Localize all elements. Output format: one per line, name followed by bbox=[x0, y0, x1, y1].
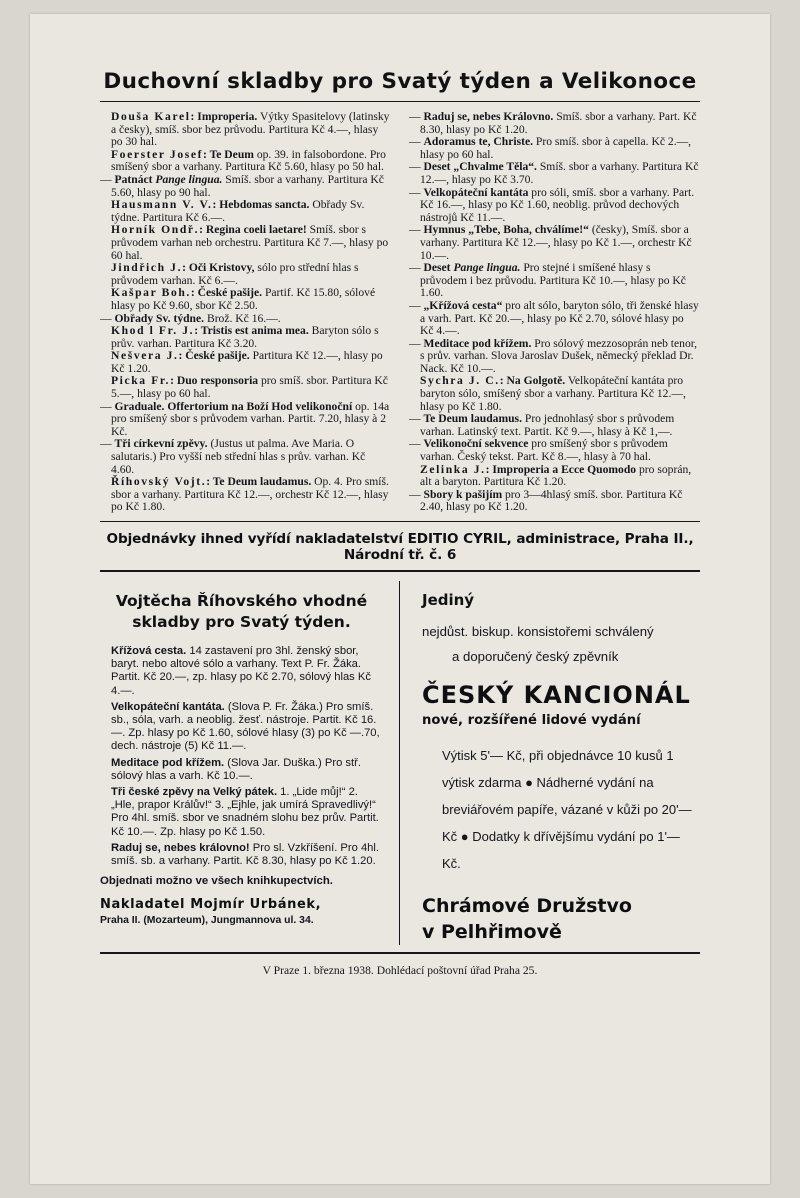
kancional-line1: Jediný bbox=[422, 591, 475, 609]
catalogue-entry: — Raduj se, nebes Královno. Smíš. sbor a varhany. Part. Kč 8.30, hlasy po Kč 1.20. bbox=[409, 110, 697, 136]
catalogue-entry: Khod l Fr. J.: Tristis est anima mea. Baryton sólo s prův. varhan. Partitura Kč 3.20. bbox=[111, 324, 379, 350]
urbanek-title bbox=[100, 591, 383, 633]
catalogue-entry: Sychra J. C.: Na Golgotě. Velkopáteční kantáta pro baryton sólo, smíšený sbor a varhany. Partitura Kč 12.—, hlasy po Kč 1.80. bbox=[420, 374, 686, 413]
catalogue-entry: Horník Ondř.: Regina coeli laetare! Smíš. sbor s průvodem varhan neb orchestru. Partitura Kč 7.—, hlasy po 60 hal. bbox=[111, 223, 389, 262]
catalogue-entry: Nešvera J.: České pašije. Partitura Kč 12.—, hlasy po Kč 1.20. bbox=[111, 349, 383, 375]
catalogue-entry: — Adoramus te, Christe. Pro smíš. sbor à capella. Kč 2.—, hlasy po 60 hal. bbox=[409, 135, 692, 161]
title-divider bbox=[100, 101, 700, 102]
catalogue-entry: — Graduale. Offertorium na Boží Hod velikonoční op. 14a pro smíšený sbor s průvodem varhan. Partit. 7.20, hlasy à 2 Kč. bbox=[100, 399, 390, 438]
catalogue-entry: — Sbory k pašijím pro 3—4hlasý smíš. sbor. Partitura Kč 2.40, hlasy po Kč 1.20. bbox=[409, 487, 683, 514]
urbanek-title-line1: Vojtěcha Říhovského vhodné bbox=[115, 592, 368, 610]
catalogue-entry: — Meditace pod křížem. Pro sólový mezzosoprán neb tenor, s prův. varhan. Slova Jaroslav Dušek, německý překlad Dr. Nack. Kč 10.—. bbox=[409, 336, 698, 375]
kancional-advert bbox=[400, 581, 700, 945]
catalogue-entry: — Velkopáteční kantáta pro sóli, smíš. sbor a varhany. Part. Kč 16.—, hlasy po Kč 1.60, neoblig. průvod dechových nástrojů Kč 11.—. bbox=[409, 185, 695, 224]
advert-panels bbox=[100, 581, 700, 945]
page-title: Duchovní skladby pro Svatý týden a Velikonoce bbox=[103, 69, 697, 94]
catalogue-entry: — Patnáct Pange lingua. Smíš. sbor a varhany. Partitura Kč 5.60, hlasy po 90 hal. bbox=[100, 172, 384, 199]
urbanek-item: Křížová cesta. 14 zastavení pro 3hl. ženský sbor, baryt. nebo altové sólo a varhany. Text P. Fr. Žáka. Partit. Kč 20.—, zp. hlasy po Kč 2.70, sólový hlas Kč 4.—. bbox=[111, 645, 371, 697]
catalogue-entry: — Tři církevní zpěvy. (Justus ut palma. Ave Maria. O salutaris.) Pro vyšší neb střední hlas s prův. varhan. Kč 4.60. bbox=[100, 437, 366, 476]
kancional-line2: nejdůst. biskup. konsistořemi schválený bbox=[422, 624, 654, 639]
kancional-footer-line1: Chrámové Družstvo bbox=[422, 895, 632, 917]
catalogue-left-column bbox=[100, 111, 391, 514]
colophon-divider bbox=[100, 952, 700, 954]
catalogue-entry: — Deset Pange lingua. Pro stejné i smíšené hlasy s průvodem i bez průvodu. Partitura Kč 10.—, hlasy po Kč 1.60. bbox=[409, 261, 686, 300]
urbanek-note: Objednati možno ve všech knihkupectvích. bbox=[100, 875, 333, 888]
kancional-title: ČESKÝ KANCIONÁL bbox=[422, 681, 691, 709]
catalogue-entry: Picka Fr.: Duo responsoria pro smíš. sbor. Partitura Kč 5.—, hlasy po 60 hal. bbox=[111, 374, 388, 401]
order-banner: Objednávky ihned vyřídí nakladatelství EDITIO CYRIL, administrace, Praha II., Národní tř. č. 6 bbox=[106, 531, 694, 563]
urbanek-item: Raduj se, nebes královno! Pro sl. Vzkříšení. Pro 4hl. smíš. sb. a varhany. Partit. Kč 8.30, hlasy po Kč 1.20. bbox=[111, 841, 379, 868]
catalogue-entry: Zelinka J.: Improperia a Ecce Quomodo pro soprán, alt a baryton. Partitura Kč 1.20. bbox=[420, 462, 692, 489]
urbanek-advert bbox=[100, 581, 400, 945]
catalogue-entry: Hausmann V. V.: Hebdomas sancta. Obřady Sv. týdne. Partitura Kč 6.—. bbox=[111, 198, 365, 224]
catalogue-entry: — Velikonoční sekvence pro smíšený sbor s průvodem varhan. Český tekst. Part. Kč 8.—, hlasy à 70 hal. bbox=[409, 437, 668, 464]
kancional-line3: a doporučený český zpěvník bbox=[452, 649, 619, 664]
catalogue-entry: Říhovský Vojt.: Te Deum laudamus. Op. 4. Pro smíš. sbor a varhany. Partitura Kč 12.—, orchestr Kč 12.—, hlasy po Kč 1.80. bbox=[111, 475, 389, 514]
urbanek-item: Tři české zpěvy na Velký pátek. 1. „Lide můj!“ 2. „Hle, prapor Králův!“ 3. „Ejhle, jak umírá Spravedlivý!“ Pro 4hl. smíš. sbor ve snadném slohu bez prův. Partit. Kč 10.—. Zp. hlasy po Kč 1.50. bbox=[111, 786, 379, 838]
scanned-page bbox=[30, 14, 770, 1184]
urbanek-publisher-address: Praha II. (Mozarteum), Jungmannova ul. 34. bbox=[100, 915, 314, 927]
catalogue-entry: — Hymnus „Tebe, Boha, chválíme!“ (česky), Smíš. sbor a varhany. Partitura Kč 12.—, hlasy po Kč 1.—, orchestr Kč 10.—. bbox=[409, 223, 692, 262]
colophon: V Praze 1. března 1938. Dohlédací poštovní úřad Praha 25. bbox=[262, 964, 538, 977]
catalogue-entry: Jindřich J.: Oči Kristovy, sólo pro střední hlas s průvodem varhan. Kč 6.—. bbox=[111, 261, 359, 287]
catalogue-entry: — „Křížová cesta“ pro alt sólo, baryton sólo, tři ženské hlasy a varh. Part. Kč 20.—, hlasy po Kč 2.70, sólové hlasy po Kč 4.—. bbox=[409, 298, 699, 338]
kancional-footer-line2: v Pelhřimově bbox=[422, 921, 562, 943]
order-divider-bottom bbox=[100, 570, 700, 572]
kancional-body: Výtisk 5'— Kč, při objednávce 10 kusů 1 výtisk zdarma ● Nádherné vydání na breviářovém papíře, vázané v kůži po 20'— Kč ● Dodatky k dřívějšímu vydání po 1'— Kč. bbox=[442, 748, 692, 871]
catalogue-entry: — Obřady Sv. týdne. Brož. Kč 16.—. bbox=[100, 311, 281, 325]
catalogue-right-column bbox=[409, 111, 700, 514]
order-divider-top bbox=[100, 521, 700, 522]
catalogue-entry: Foerster Josef: Te Deum op. 39. in falsobordone. Pro smíšený sbor a varhany. Partitura Kč 5.60, hlasy po 50 hal. bbox=[111, 147, 386, 174]
urbanek-title-line2: skladby pro Svatý týden. bbox=[132, 613, 351, 631]
urbanek-item: Velkopáteční kantáta. (Slova P. Fr. Žáka.) Pro smíš. sb., sóla, varh. a neoblig. žesť. nástroje. Partit. Kč 16.—. Zp. hlasy po Kč 1.60, sólové hlasy (3) po Kč —.70, dech. nástroje (5) Kč 11.—. bbox=[111, 700, 380, 753]
kancional-footer bbox=[422, 893, 700, 945]
catalogue-entry: Kašpar Boh.: České pašije. Partif. Kč 15.80, sólové hlasy po Kč 9.60, sbor Kč 2.50. bbox=[111, 286, 376, 312]
urbanek-item-list bbox=[100, 645, 383, 868]
urbanek-item: Meditace pod křížem. (Slova Jar. Duška.) Pro stř. sólový hlas a varh. Kč 10.—. bbox=[111, 756, 361, 782]
catalogue-columns bbox=[100, 111, 700, 514]
urbanek-publisher: Nakladatel Mojmír Urbánek, bbox=[100, 897, 322, 913]
kancional-subtitle: nové, rozšířené lidové vydání bbox=[422, 713, 641, 728]
catalogue-entry: — Te Deum laudamus. Pro jednohlasý sbor s průvodem varhan. Latinský text. Partit. Kč 9.—, hlasy à Kč 1,—. bbox=[409, 412, 675, 438]
catalogue-entry: Douša Karel: Improperia. Výtky Spasitelovy (latinsky a česky), smíš. sbor bez průvodu. Partitura Kč 4.—, hlasy po 30 hal. bbox=[111, 110, 390, 149]
catalogue-entry: — Deset „Chvalme Těla“. Smíš. sbor a varhany. Partitura Kč 12.—, hlasy po Kč 3.70. bbox=[409, 160, 699, 186]
